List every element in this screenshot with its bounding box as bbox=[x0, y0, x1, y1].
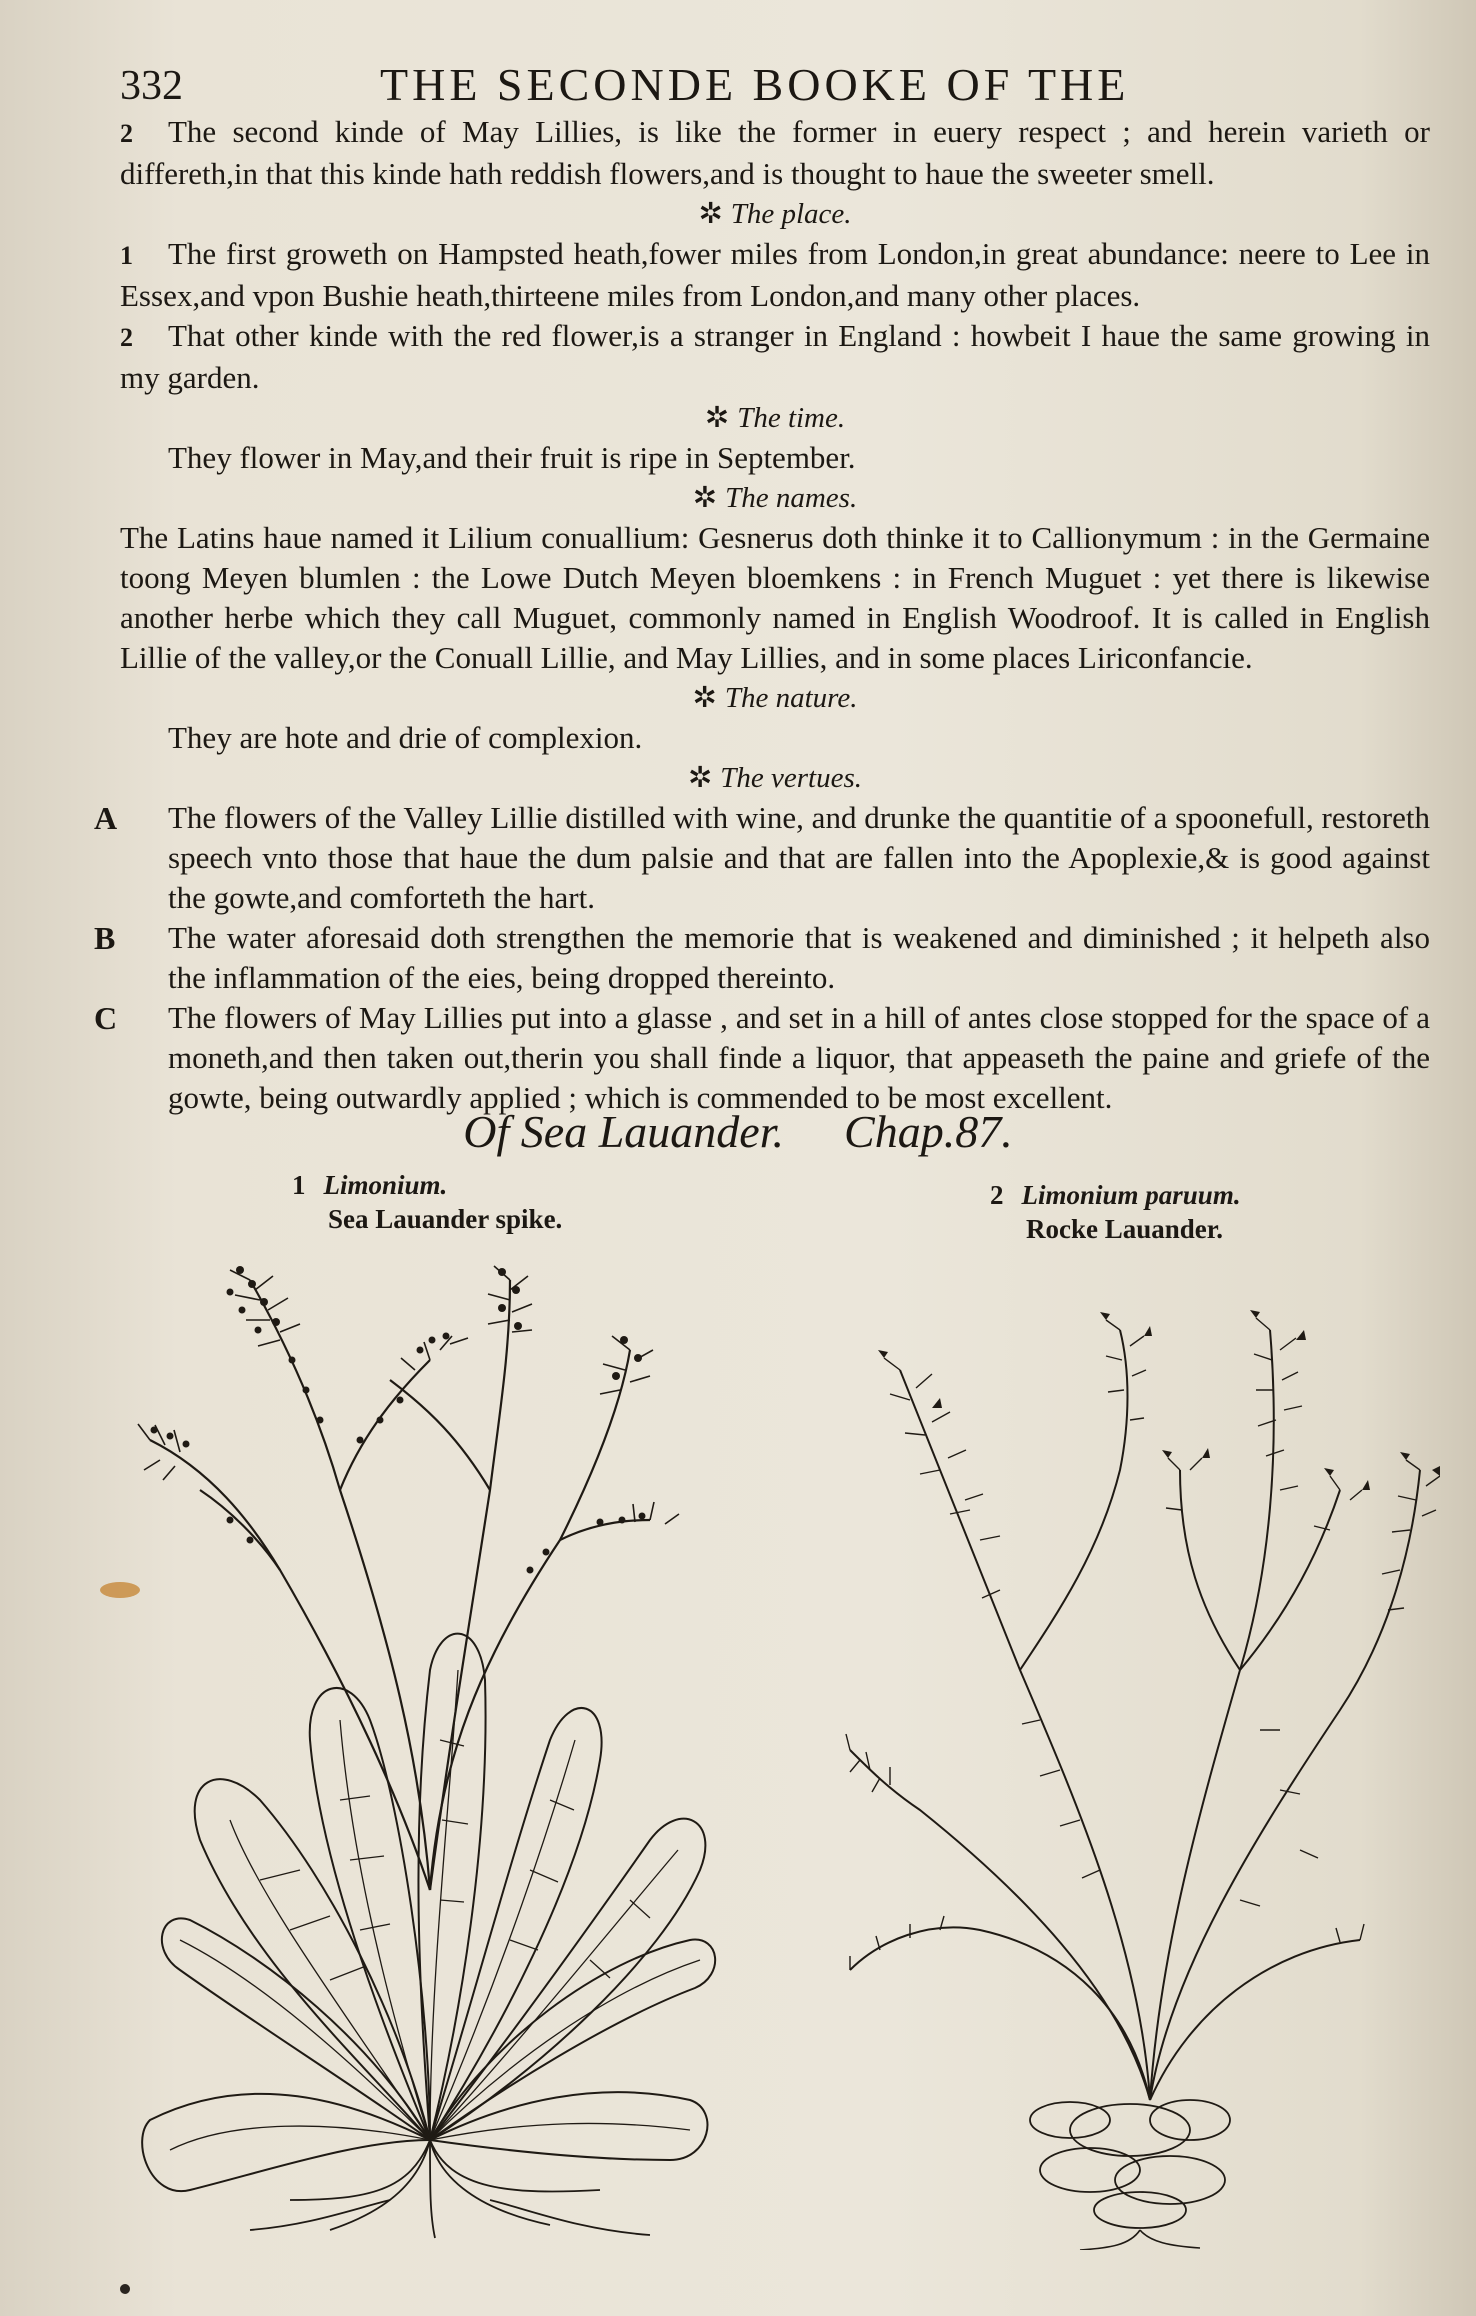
nature-paragraph: They are hote and drie of complexion. bbox=[168, 720, 643, 755]
chapter-title: Of Sea Lauander. bbox=[463, 1106, 785, 1157]
running-title: THE SECONDE BOOKE OF THE bbox=[380, 59, 1130, 110]
asterism-icon: ✲ bbox=[698, 198, 723, 230]
paragraph-text: The second kinde of May Lillies, is like the former in euery respect ; and herein varieth or differeth,in that this kinde hath reddish flowers,and is thought to haue the sweeter smell. bbox=[120, 114, 1430, 191]
chapter-heading bbox=[0, 1105, 1476, 1158]
section-heading-place: ✲ The place. bbox=[698, 198, 852, 230]
margin-letter: B bbox=[94, 920, 116, 956]
margin-letter: C bbox=[94, 1000, 118, 1036]
asterism-icon: ✲ bbox=[692, 682, 717, 714]
vertue-text: The flowers of the Valley Lillie distilled with wine, and drunke the quantitie of a spoonefull, restoreth speech vnto those that haue the dum palsie and that are fallen into the Apoplexie,& is good against the gowte,and comforteth the hart. bbox=[168, 800, 1430, 915]
figure-latin-name: Limonium. bbox=[323, 1170, 448, 1200]
vertue-text: The water aforesaid doth strengthen the memorie that is weakened and diminished ; it helpeth also the inflammation of the eies, being dropped thereinto. bbox=[168, 920, 1430, 995]
vertue-item bbox=[94, 918, 1430, 998]
paragraph-number: 2 bbox=[120, 119, 133, 148]
margin-letter: A bbox=[94, 800, 118, 836]
page-number: 332 bbox=[120, 63, 183, 109]
running-head bbox=[120, 58, 1420, 118]
asterism-icon: ✲ bbox=[704, 402, 730, 434]
place-item bbox=[120, 316, 1430, 398]
place-item bbox=[120, 234, 1430, 316]
ink-dot bbox=[120, 2284, 130, 2294]
item-text: The first groweth on Hampsted heath,fower miles from London,in great abundance: neere to Lee in Essex,and vpon Bushie heath,thirteene miles from London,and many other places. bbox=[120, 236, 1430, 313]
figure-caption-1 bbox=[292, 1168, 562, 1236]
woodcut-sea-lauander bbox=[130, 1240, 750, 2240]
woodcut-rocke-lauander bbox=[840, 1250, 1440, 2250]
section-heading-names: ✲ The names. bbox=[692, 482, 858, 514]
section-heading-vertues: ✲ The vertues. bbox=[687, 762, 863, 794]
section-heading-nature: ✲ The nature. bbox=[692, 682, 858, 714]
asterism-icon: ✲ bbox=[687, 762, 713, 794]
intro-paragraph bbox=[120, 112, 1430, 194]
figure-english-name: Sea Lauander spike. bbox=[328, 1204, 563, 1234]
section-heading-time: ✲ The time. bbox=[704, 402, 846, 434]
vertue-text: The flowers of May Lillies put into a glasse , and set in a hill of antes close stopped for the space of a moneth,and then taken out,therin you shall finde a liquor, that appeaseth the paine and griefe of the gowte, being outwardly applied ; which is commended to be most excellent. bbox=[168, 1000, 1430, 1115]
figure-number: 1 bbox=[292, 1170, 306, 1200]
figure-number: 2 bbox=[990, 1180, 1004, 1210]
figure-english-name: Rocke Lauander. bbox=[1026, 1214, 1224, 1244]
vertue-item bbox=[94, 998, 1430, 1118]
chapter-number: Chap.87. bbox=[844, 1106, 1013, 1157]
item-number: 2 bbox=[120, 323, 133, 352]
item-number: 1 bbox=[120, 241, 133, 270]
figure-latin-name: Limonium paruum. bbox=[1021, 1180, 1241, 1210]
asterism-icon: ✲ bbox=[692, 482, 718, 514]
names-paragraph: The Latins haue named it Lilium conuallium: Gesnerus doth thinke it to Callionymum : in the Germaine toong Meyen blumlen : the Lowe Dutch Meyen bloemkens : in French Muguet : yet there is likewise another herbe which they call Muguet, commonly named in English Woodroof. It is called in English Lillie of the valley,or the Conuall Lillie, and May Lillies, and in some places Liriconfancie. bbox=[120, 520, 1430, 675]
text-block bbox=[94, 112, 1430, 1118]
vertue-item bbox=[94, 798, 1430, 918]
time-paragraph: They flower in May,and their fruit is ripe in September. bbox=[168, 440, 856, 475]
figure-caption-2 bbox=[990, 1178, 1241, 1246]
item-text: That other kinde with the red flower,is a stranger in England : howbeit I haue the same growing in my garden. bbox=[120, 318, 1430, 395]
